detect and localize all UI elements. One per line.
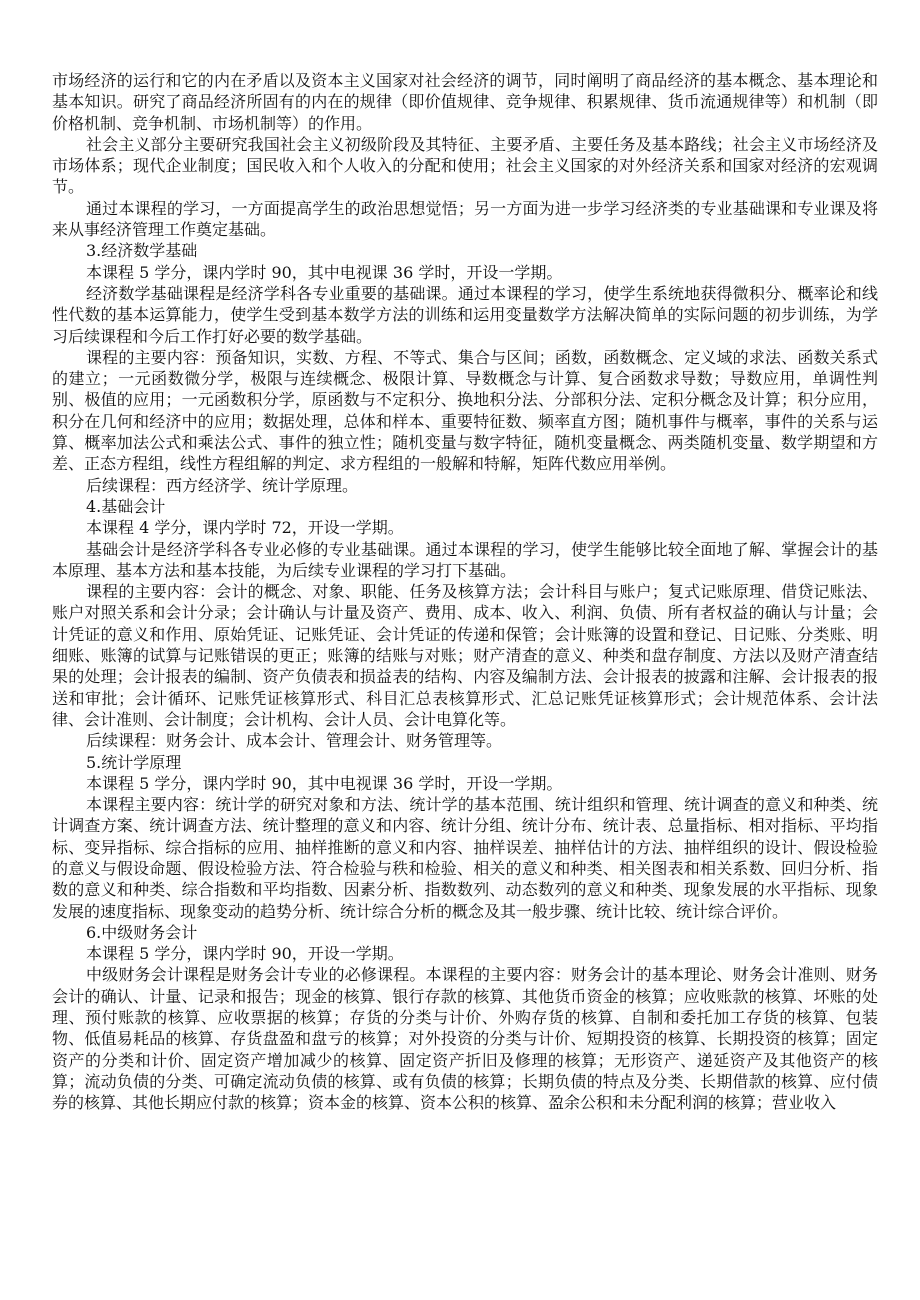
paragraph: 中级财务会计课程是财务会计专业的必修课程。本课程的主要内容：财务会计的基本理论、财务会计准则、财务会计的确认、计量、记录和报告；现金的核算、银行存款的核算、其他货币资金的核算；应收账款的核算、坏账的处理、预付账款的核算、应收票据的核算；存货的分类与计价、外购存货的核算、自制和委托加工存货的核算、包装物、低值易耗品的核算、存货盘盈和盘亏的核算；对外投资的分类与计价、短期投资的核算、长期投资的核算；固定资产的分类和计价、固定资产增加减少的核算、固定资产折旧及修理的核算；无形资产、递延资产及其他资产的核算；流动负债的分类、可确定流动负债的核算、或有负债的核算；长期负债的特点及分类、长期借款的核算、应付债券的核算、其他长期应付款的核算；资本金的核算、资本公积的核算、盈余公积和未分配利润的核算；营业收入	[52, 965, 878, 1113]
paragraph: 本课程 4 学分，课内学时 72，开设一学期。	[86, 518, 404, 538]
section-heading: 6.中级财务会计	[86, 922, 198, 942]
paragraph: 市场经济的运行和它的内在矛盾以及资本主义国家对社会经济的调节，同时阐明了商品经济的基本概念、基本理论和基本知识。研究了商品经济所固有的内在的规律（即价值规律、竞争规律、积累规律、货币流通规律等）和机制（即价格机制、竞争机制、市场机制等）的作用。	[52, 71, 878, 133]
paragraph: 本课程主要内容：统计学的研究对象和方法、统计学的基本范围、统计组织和管理、统计调查的意义和种类、统计调查方案、统计调查方法、统计整理的意义和内容、统计分组、统计分布、统计表、总量指标、相对指标、平均指标、变异指标、综合指标的应用、抽样推断的意义和内容、抽样误差、抽样估计的方法、抽样组织的设计、假设检验的意义与假设命题、假设检验方法、符合检验与秩和检验、相关的意义和种类、相关图表和相关系数、回归分析、指数的意义和种类、综合指数和平均指数、因素分析、指数数列、动态数列的意义和种类、现象发展的水平指标、现象发展的速度指标、现象变动的趋势分析、统计综合分析的概念及其一般步骤、统计比较、统计综合评价。	[52, 795, 878, 921]
section-heading: 4.基础会计	[86, 496, 166, 516]
paragraph: 后续课程：西方经济学、统计学原理。	[86, 475, 359, 495]
paragraph: 经济数学基础课程是经济学科各专业重要的基础课。通过本课程的学习，使学生系统地获得微积分、概率论和线性代数的基本运算能力，使学生受到基本数学方法的训练和运用变量数学方法解决简单的实际问题的初步训练，为学习后续课程和今后工作打好必要的数学基础。	[52, 283, 878, 346]
paragraph: 基础会计是经济学科各专业必修的专业基础课。通过本课程的学习，使学生能够比较全面地了解、掌握会计的基本原理、基本方法和基本技能，为后续专业课程的学习打下基础。	[52, 539, 878, 580]
paragraph: 本课程 5 学分，课内学时 90，开设一学期。	[86, 944, 404, 964]
paragraph: 课程的主要内容：预备知识，实数、方程、不等式、集合与区间；函数，函数概念、定义域的求法、函数关系式的建立；一元函数微分学，极限与连续概念、极限计算、导数概念与计算、复合函数求导数；导数应用，单调性判别、极值的应用；一元函数积分学，原函数与不定积分、换地积分法、分部积分法、定积分概念及计算；积分应用，积分在几何和经济中的应用；数据处理，总体和样本、重要特征数、频率直方图；随机事件与概率，事件的关系与运算、概率加法公式和乘法公式、事件的独立性；随机变量与数字特征，随机变量概念、两类随机变量、数学期望和方差、正态方程组，线性方程组解的判定、求方程组的一般解和特解，矩阵代数应用举例。	[52, 347, 878, 474]
section-heading: 3.经济数学基础	[86, 241, 198, 261]
paragraph: 后续课程：财务会计、成本会计、管理会计、财务管理等。	[86, 731, 503, 751]
document-page	[52, 70, 878, 1114]
paragraph: 本课程 5 学分，课内学时 90，其中电视课 36 学时，开设一学期。	[86, 262, 563, 282]
paragraph: 通过本课程的学习，一方面提高学生的政治思想觉悟；另一方面为进一步学习经济类的专业基础课和专业课及将来从事经济管理工作奠定基础。	[52, 198, 878, 240]
paragraph: 社会主义部分主要研究我国社会主义初级阶段及其特征、主要矛盾、主要任务及基本路线；社会主义市场经济及市场体系；现代企业制度；国民收入和个人收入的分配和使用；社会主义国家的对外经济关系和国家对经济的宏观调节。	[52, 134, 878, 197]
paragraph: 本课程 5 学分，课内学时 90，其中电视课 36 学时，开设一学期。	[86, 773, 563, 793]
section-heading: 5.统计学原理	[86, 752, 182, 772]
paragraph: 课程的主要内容：会计的概念、对象、职能、任务及核算方法；会计科目与账户；复式记账原理、借贷记账法、账户对照关系和会计分录；会计确认与计量及资产、费用、成本、收入、利润、负债、所有者权益的确认与计量；会计凭证的意义和作用、原始凭证、记账凭证、会计凭证的传递和保管；会计账簿的设置和登记、日记账、分类账、明细账、账簿的试算与记账错误的更正；账簿的结账与对账；财产清查的意义、种类和盘存制度、方法以及财产清查结果的处理；会计报表的编制、资产负债表和损益表的结构、内容及编制方法、会计报表的披露和注解、会计报表的报送和审批；会计循环、记账凭证核算形式、科目汇总表核算形式、汇总记账凭证核算形式；会计规范体系、会计法律、会计准则、会计制度；会计机构、会计人员、会计电算化等。	[52, 582, 878, 729]
